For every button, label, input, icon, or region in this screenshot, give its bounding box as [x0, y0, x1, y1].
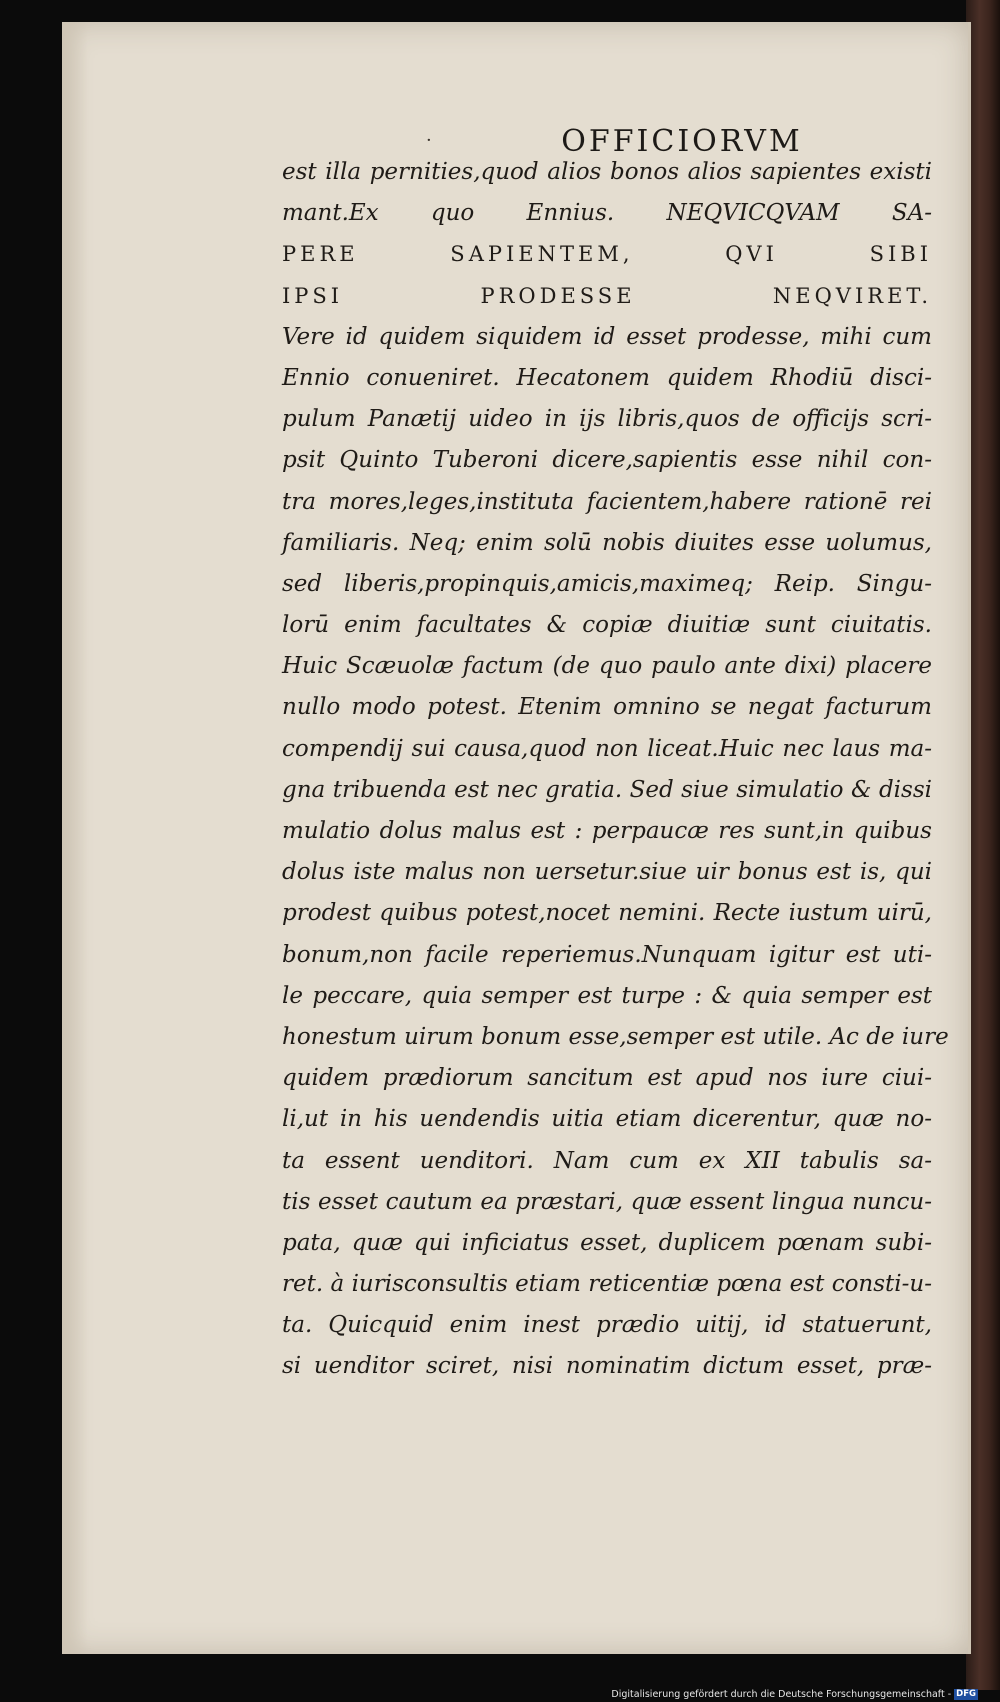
text-line: compendij sui causa,quod non liceat.Huic nec laus ma- [282, 735, 932, 762]
text-line: le peccare, quia semper est turpe : & quia semper est [282, 982, 932, 1009]
text-line: gna tribuenda est nec gratia. Sed siue simulatio & dissi [282, 776, 932, 803]
text-line: tis esset cautum ea præstari, quæ essent lingua nuncu- [282, 1188, 932, 1215]
text-line: bonum,non facile reperiemus.Nunquam igitur est uti- [282, 941, 932, 968]
credit-text: Digitalisierung gefördert durch die Deutsche Forschungsgemeinschaft - [611, 1689, 952, 1700]
text-line: Ennio conueniret. Hecatonem quidem Rhodiū disci- [282, 364, 932, 391]
text-line: honestum uirum bonum esse,semper est utile. Ac de iure [282, 1023, 949, 1050]
text-line: Vere id quidem siquidem id esset prodesse, mihi cum [282, 323, 932, 350]
text-line: pata, quæ qui inficiatus esset, duplicem pœnam subi- [282, 1229, 932, 1256]
text-line: tra mores,leges,instituta facientem,habere rationē rei [282, 488, 932, 515]
running-head: OFFICIORVM [561, 124, 803, 159]
text-line: quidem prædiorum sancitum est apud nos iure ciui- [282, 1065, 932, 1092]
text-line: est illa pernities,quod alios bonos alios sapientes existi [282, 159, 932, 185]
dfg-logo: DFG [956, 1689, 976, 1699]
text-line: Huic Scæuolæ factum (de quo paulo ante dixi) placere [282, 653, 932, 680]
text-line: ta. Quicquid enim inest prædio uitij, id statuerunt, [282, 1312, 932, 1339]
page-gutter-shadow [62, 22, 88, 1654]
text-line: sed liberis,propinquis,amicis,maximeq; Reip. Singu- [282, 570, 932, 597]
body-text [282, 152, 949, 1388]
text-line: si uenditor sciret, nisi nominatim dictum esset, præ- [282, 1353, 932, 1380]
text-line: ret. à iurisconsultis etiam reticentiæ pœna est consti-u- [282, 1271, 932, 1298]
text-line: li,ut in his uendendis uitia etiam dicerentur, quæ no- [282, 1106, 932, 1133]
text-line: dolus iste malus non uersetur.siue uir bonus est is, qui [282, 859, 932, 886]
text-line: mulatio dolus malus est : perpaucæ res sunt,in quibus [282, 818, 932, 844]
text-line: nullo modo potest. Etenim omnino se negat facturum [282, 694, 932, 721]
text-line: familiaris. Neq; enim solū nobis diuites esse uolumus, [282, 529, 932, 556]
text-line: IPSI PRODESSE NEQVIRET. [282, 283, 932, 308]
text-line: psit Quinto Tuberoni dicere,sapientis esse nihil con- [282, 447, 932, 474]
book-edge [966, 0, 1000, 1690]
text-line: pulum Panætij uideo in ijs libris,quos de officijs scri- [282, 406, 932, 433]
text-line: prodest quibus potest,nocet nemini. Recte iustum uirū, [282, 900, 932, 927]
text-line: ta essent uenditori. Nam cum ex XII tabulis sa- [282, 1147, 932, 1174]
digitization-credit [611, 1689, 978, 1701]
text-line: PERE SAPIENTEM, QVI SIBI [282, 242, 932, 267]
text-line: lorū enim facultates & copiæ diuitiæ sunt ciuitatis. [282, 612, 932, 639]
text-line: mant.Ex quo Ennius. NEQVICQVAM SA- [282, 200, 932, 227]
ink-mark: · [426, 130, 432, 151]
